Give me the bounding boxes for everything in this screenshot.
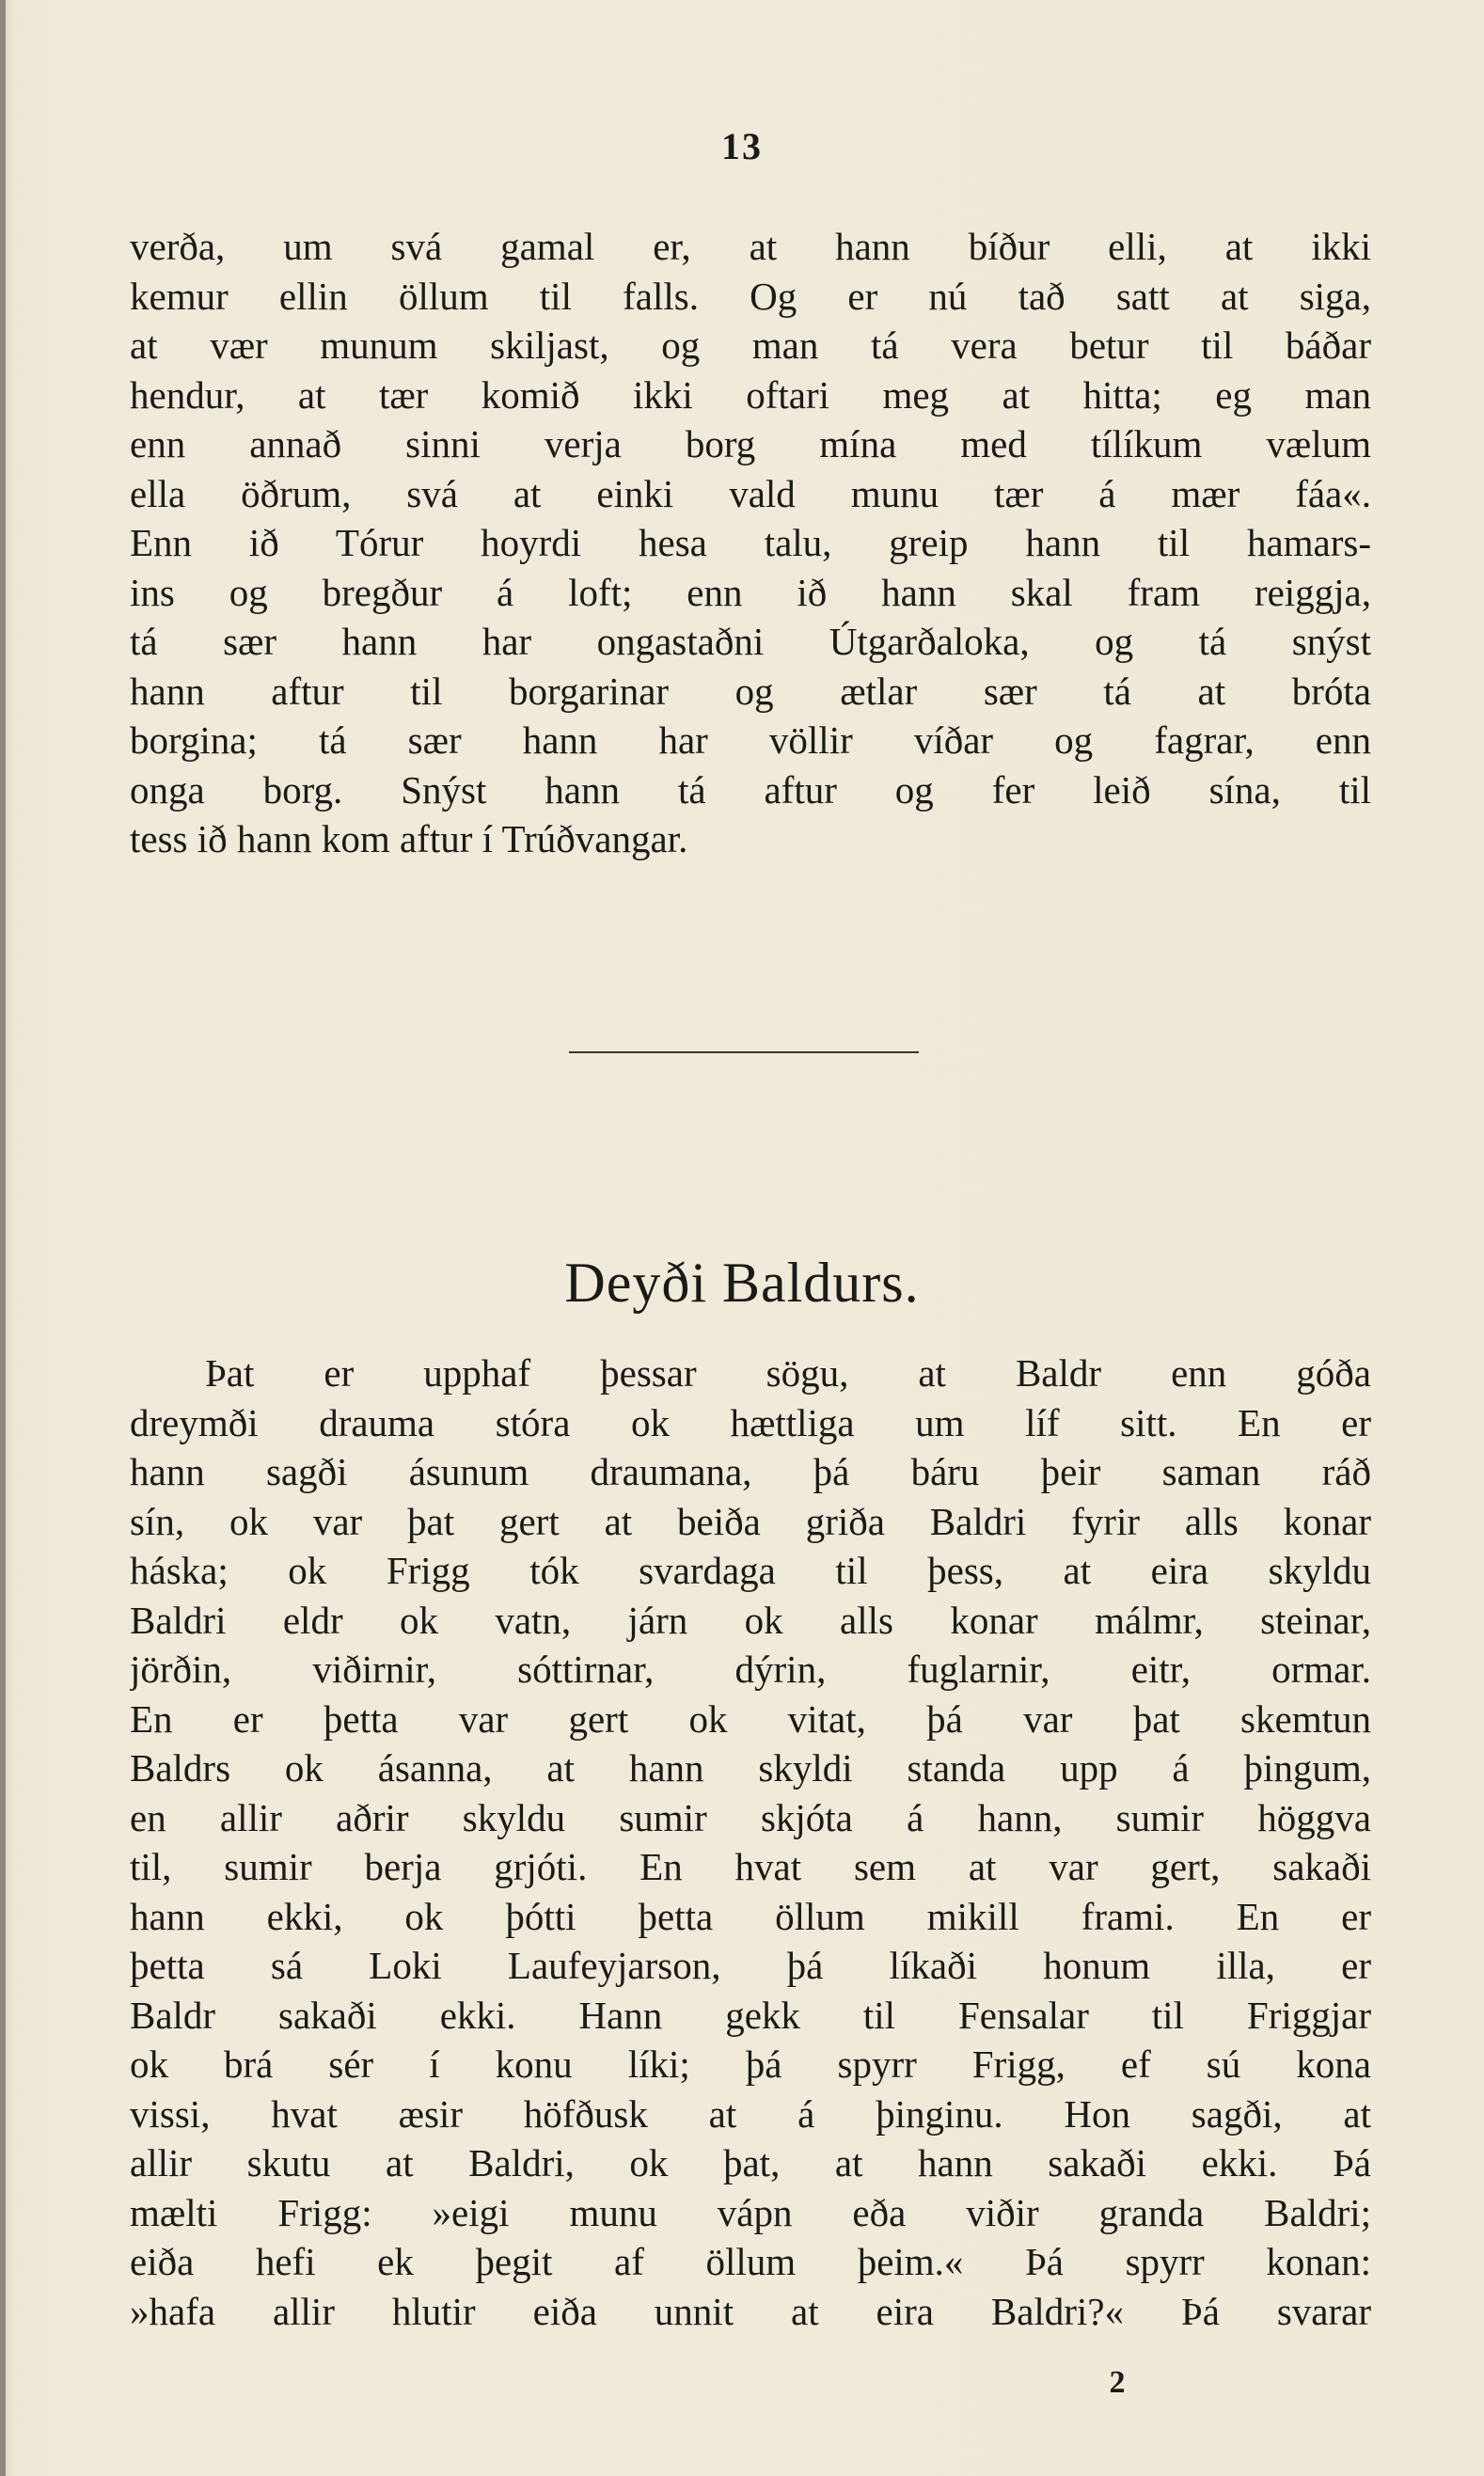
text-line: mælti Frigg: »eigi munu vápn eða viðir granda Baldri;	[130, 2190, 1371, 2234]
text-line: Enn ið Tórur hoyrdi hesa talu, greip hann til hamars-	[130, 521, 1371, 564]
text-line: ella öðrum, svá at einki vald munu tær á mær fáa«.	[130, 471, 1371, 515]
text-line: háska; ok Frigg tók svardaga til þess, at eira skyldu	[130, 1549, 1371, 1592]
text-line: Baldri eldr ok vatn, járn ok alls konar málmr, steinar,	[130, 1598, 1371, 1642]
section-two-text	[130, 1348, 1371, 2336]
text-line: tess ið hann kom aftur í Trúðvangar.	[130, 817, 688, 860]
text-line: verða, um svá gamal er, at hann bíður elli, at ikki	[130, 225, 1371, 268]
signature-mark: 2	[1109, 2365, 1126, 2400]
text-line: onga borg. Snýst hann tá aftur og fer leið sína, til	[130, 767, 1371, 812]
text-line: kemur ellin öllum til falls. Og er nú tað satt at siga,	[130, 274, 1371, 318]
text-line: dreymði drauma stóra ok hættliga um líf sitt. En er	[130, 1400, 1371, 1444]
text-line: þetta sá Loki Laufeyjarson, þá líkaði honum illa, er	[130, 1944, 1371, 1987]
text-line: en allir aðrir skyldu sumir skjóta á hann, sumir höggva	[130, 1795, 1371, 1839]
text-line: Baldr sakaði ekki. Hann gekk til Fensalar til Friggjar	[130, 1993, 1371, 2037]
text-line: til, sumir berja grjóti. En hvat sem at var gert, sakaði	[130, 1845, 1371, 1888]
text-line: hendur, at tær komið ikki oftari meg at hitta; eg man	[130, 372, 1371, 417]
text-line: ok brá sér í konu líki; þá spyrr Frigg, ef sú kona	[130, 2042, 1371, 2086]
text-line: tá sær hann har ongastaðni Útgarðaloka, og tá snýst	[130, 620, 1371, 663]
page-number: 13	[721, 125, 763, 167]
text-line: hann aftur til borgarinar og ætlar sær tá at bróta	[130, 669, 1371, 713]
text-line: En er þetta var gert ok vitat, þá var þat skemtun	[130, 1696, 1371, 1741]
section-divider	[569, 1051, 919, 1053]
chapter-title: Deyði Baldurs.	[564, 1252, 920, 1314]
text-line: hann sagði ásunum draumana, þá báru þeir saman ráð	[130, 1450, 1371, 1493]
section-one-text	[130, 222, 1371, 864]
text-line: jörðin, viðirnir, sóttirnar, dýrin, fuglarnir, eitr, ormar.	[130, 1648, 1371, 1691]
text-line: hann ekki, ok þótti þetta öllum mikill frami. En er	[130, 1894, 1371, 1938]
text-line: Baldrs ok ásanna, at hann skyldi standa upp á þingum,	[130, 1746, 1371, 1790]
text-line: eiða hefi ek þegit af öllum þeim.« Þá spyrr konan:	[130, 2240, 1371, 2283]
text-line: enn annað sinni verja borg mína med tílíkum vælum	[130, 422, 1371, 465]
text-line: »hafa allir hlutir eiða unnit at eira Baldri?« Þá svarar	[130, 2289, 1371, 2333]
text-line: ins og bregður á loft; enn ið hann skal fram reiggja,	[130, 570, 1371, 614]
text-line: at vær munum skiljast, og man tá vera betur til báðar	[130, 323, 1371, 367]
binding-edge	[0, 0, 6, 2476]
text-line: Þat er upphaf þessar sögu, at Baldr enn góða	[205, 1351, 1371, 1395]
text-line: allir skutu at Baldri, ok þat, at hann sakaði ekki. Þá	[130, 2141, 1371, 2184]
text-line: vissi, hvat æsir höfðusk at á þinginu. Hon sagði, at	[130, 2091, 1371, 2136]
text-line: sín, ok var þat gert at beiða griða Baldri fyrir alls konar	[130, 1499, 1371, 1543]
text-line: borgina; tá sær hann har völlir víðar og fagrar, enn	[130, 718, 1371, 762]
